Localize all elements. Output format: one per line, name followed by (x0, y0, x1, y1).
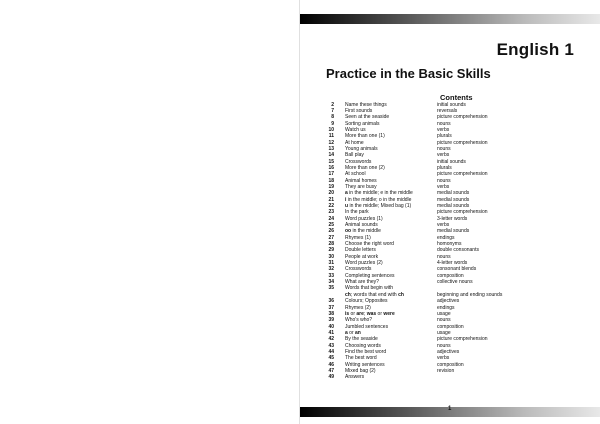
toc-title: a in the middle; e in the middle (345, 190, 413, 197)
toc-category: picture comprehension (437, 139, 488, 146)
toc-category: nouns (437, 145, 451, 152)
toc-title: Ball play (345, 152, 364, 159)
toc-title: Jumbled sentences (345, 323, 389, 330)
toc-category: plurals (437, 164, 452, 171)
toc-page-number: 49 (328, 374, 334, 381)
toc-page-number: 46 (328, 361, 334, 368)
toc-title: oo in the middle (345, 228, 381, 235)
toc-category: nouns (437, 177, 451, 184)
toc-page-number: 27 (328, 234, 334, 241)
toc-page-number: 28 (328, 241, 334, 248)
toc-page-number: 8 (331, 114, 334, 121)
toc-title: Word puzzles (1) (345, 215, 383, 222)
toc-category: double consonants (437, 247, 479, 254)
toc-title: Find the best word (345, 348, 387, 355)
toc-category: homonyms (437, 241, 462, 248)
toc-page-number: 44 (328, 348, 334, 355)
toc-category: revision (437, 367, 455, 374)
toc-category: medial sounds (437, 203, 470, 209)
toc-page-number: 10 (328, 126, 334, 133)
toc-page-number: 37 (328, 304, 334, 311)
toc-page-number: 2 (331, 101, 334, 108)
toc-title: Writing sentences (345, 361, 385, 368)
toc-title: Young animals (345, 145, 378, 152)
top-gradient-bar (300, 14, 600, 24)
toc-title: Crosswords (345, 266, 372, 273)
toc-title: At school (345, 171, 366, 178)
toc-entry (300, 374, 600, 380)
toc-page-number: 36 (328, 298, 334, 305)
toc-title: Completing sentences (345, 272, 395, 279)
contents-heading: Contents (440, 93, 473, 102)
table-of-contents (300, 102, 600, 381)
toc-page-number: 42 (328, 336, 334, 343)
toc-page-number: 9 (331, 120, 334, 127)
toc-title: Animal homes (345, 177, 377, 184)
toc-page-number: 33 (328, 272, 334, 279)
contents-page (300, 0, 600, 424)
toc-category: endings (437, 304, 455, 311)
toc-title: Seen at the seaside (345, 114, 390, 121)
toc-category: picture comprehension (437, 209, 488, 216)
toc-category: picture comprehension (437, 336, 488, 343)
toc-category: 3-letter words (437, 215, 468, 222)
toc-page-number: 20 (328, 190, 334, 197)
toc-page-number: 30 (328, 253, 334, 260)
toc-page-number: 18 (328, 177, 334, 184)
toc-title: First sounds (345, 107, 373, 114)
toc-title: By the seaside (345, 336, 378, 343)
toc-category: plurals (437, 133, 452, 140)
toc-title: At home (345, 139, 364, 146)
toc-title: Mixed bag (2) (345, 367, 376, 374)
toc-category: medial sounds (437, 228, 470, 235)
toc-title: Crosswords (345, 158, 372, 165)
toc-page-number: 25 (328, 222, 334, 229)
toc-title: Double letters (345, 247, 376, 254)
toc-page-number: 24 (328, 215, 334, 222)
toc-category: medial sounds (437, 190, 470, 197)
toc-title: Choose the right word (345, 241, 394, 248)
toc-title: a or an (345, 329, 361, 336)
toc-page-number: 47 (328, 367, 334, 374)
toc-category: consonant blends (437, 266, 477, 273)
toc-title: Rhymes (1) (345, 234, 371, 241)
toc-title: Watch us (345, 126, 366, 133)
toc-category: nouns (437, 317, 451, 324)
toc-title: i in the middle; o in the middle (345, 196, 412, 203)
toc-page-number: 17 (328, 171, 334, 178)
toc-title: Sorting animals (345, 120, 380, 127)
toc-category: verbs (437, 222, 450, 229)
page-number: 1 (448, 406, 452, 412)
toc-title: More than one (1) (345, 133, 385, 140)
toc-page-number: 31 (328, 260, 334, 267)
book-title: English 1 (496, 40, 574, 59)
toc-title: More than one (2) (345, 164, 385, 171)
toc-title: What are they? (345, 279, 379, 286)
toc-title: Colours; Opposites (345, 298, 388, 305)
toc-category: composition (437, 272, 464, 279)
toc-page-number: 41 (328, 329, 334, 336)
toc-category: picture comprehension (437, 114, 488, 121)
toc-category: initial sounds (437, 158, 466, 165)
toc-page-number: 19 (328, 183, 334, 190)
toc-page-number: 39 (328, 317, 334, 324)
toc-page-number: 43 (328, 342, 334, 349)
toc-title: u in the middle; Mixed bag (1) (345, 203, 412, 209)
toc-category: verbs (437, 355, 450, 362)
toc-title: They are busy (345, 183, 377, 190)
toc-page-number: 38 (328, 310, 334, 317)
toc-page-number: 12 (328, 139, 334, 146)
toc-category: reversals (437, 107, 458, 114)
toc-category: nouns (437, 342, 451, 349)
toc-category: medial sounds (437, 196, 470, 203)
toc-title: Animal sounds (345, 222, 378, 229)
toc-title: Answers (345, 374, 365, 381)
toc-title: Who's who? (345, 317, 373, 324)
toc-category: composition (437, 323, 464, 330)
toc-category: composition (437, 361, 464, 368)
toc-page-number: 22 (328, 203, 334, 209)
toc-category: nouns (437, 120, 451, 127)
toc-category: nouns (437, 253, 451, 260)
toc-category: 4-letter words (437, 260, 468, 267)
toc-title: is or are; was or were (345, 310, 395, 317)
toc-page-number: 26 (328, 228, 334, 235)
toc-page-number: 16 (328, 164, 334, 171)
toc-category: adjectives (437, 298, 460, 305)
toc-category: usage (437, 310, 451, 317)
toc-title: In the park (345, 209, 369, 216)
toc-page-number: 40 (328, 323, 334, 330)
toc-page-number: 13 (328, 145, 334, 152)
toc-title: Rhymes (2) (345, 304, 371, 311)
toc-category: verbs (437, 183, 450, 190)
toc-page-number: 29 (328, 247, 334, 254)
toc-page-number: 11 (328, 133, 334, 140)
toc-category: verbs (437, 126, 450, 133)
toc-category: endings (437, 234, 455, 241)
toc-category: initial sounds (437, 101, 466, 108)
toc-page-number: 15 (328, 158, 334, 165)
toc-title: Word puzzles (2) (345, 260, 383, 267)
toc-page-number: 32 (328, 266, 334, 273)
toc-category: beginning and ending sounds (437, 291, 503, 298)
toc-page-number: 14 (328, 152, 334, 159)
toc-category: usage (437, 329, 451, 336)
toc-category: collective nouns (437, 279, 473, 286)
toc-page-number: 34 (328, 279, 334, 286)
toc-category: picture comprehension (437, 171, 488, 178)
toc-title: People at work (345, 253, 379, 260)
toc-title: ch; words that end with ch (345, 291, 404, 298)
toc-title: Name these things (345, 101, 387, 108)
toc-page-number: 23 (328, 209, 334, 216)
toc-category: verbs (437, 152, 450, 159)
toc-page-number: 35 (328, 285, 334, 292)
section-title: Practice in the Basic Skills (326, 66, 491, 81)
toc-title: Words that begin with (345, 285, 393, 292)
toc-page-number: 45 (328, 355, 334, 362)
toc-page-number: 7 (331, 107, 334, 114)
toc-title: The best word (345, 355, 377, 362)
toc-title: Choosing words (345, 342, 381, 349)
toc-page-number: 21 (328, 196, 334, 203)
toc-category: adjectives (437, 348, 460, 355)
